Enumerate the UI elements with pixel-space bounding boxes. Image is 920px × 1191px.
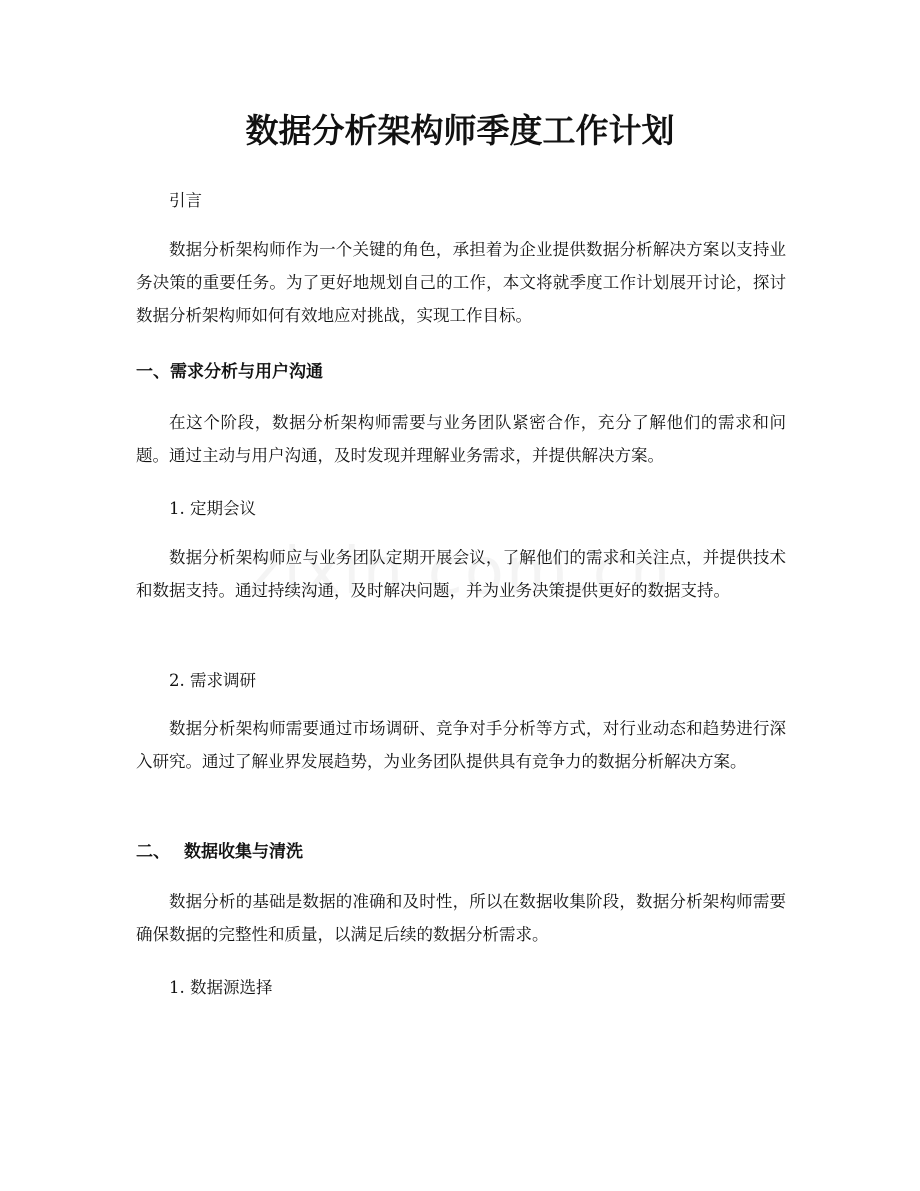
section-1-item-2-paragraph: 数据分析架构师需要通过市场调研、竞争对手分析等方式，对行业动态和趋势进行深入研究。通过了解业界发展趋势，为业务团队提供具有竞争力的数据分析解决方案。 [136, 719, 786, 771]
section-1-item-2-label: 2. 需求调研 [169, 671, 256, 690]
section-2-heading [136, 836, 786, 869]
section-1-item-1-label: 1. 定期会议 [169, 499, 256, 518]
section-1-item-1-paragraph: 数据分析架构师应与业务团队定期开展会议，了解他们的需求和关注点，并提供技术和数据支持。通过持续沟通，及时解决问题，并为业务决策提供更好的数据支持。 [136, 548, 786, 600]
section-1-paragraph: 在这个阶段，数据分析架构师需要与业务团队紧密合作，充分了解他们的需求和问题。通过主动与用户沟通，及时发现并理解业务需求，并提供解决方案。 [136, 413, 786, 465]
document-title: 数据分析架构师季度工作计划 [245, 111, 675, 150]
section-2-heading-text: 数据收集与清洗 [184, 842, 303, 862]
section-2-paragraph: 数据分析的基础是数据的准确和及时性，所以在数据收集阶段，数据分析架构师需要确保数据的完整性和质量，以满足后续的数据分析需求。 [136, 892, 786, 944]
section-1-heading: 一、需求分析与用户沟通 [136, 362, 323, 382]
intro-label: 引言 [169, 191, 202, 210]
section-2-item-1-label: 1. 数据源选择 [169, 978, 273, 997]
section-2-heading-number: 二、 [136, 842, 170, 862]
intro-paragraph: 数据分析架构师作为一个关键的角色，承担着为企业提供数据分析解决方案以支持业务决策的重要任务。为了更好地规划自己的工作，本文将就季度工作计划展开讨论，探讨数据分析架构师如何有效地应对挑战，实现工作目标。 [136, 240, 786, 325]
